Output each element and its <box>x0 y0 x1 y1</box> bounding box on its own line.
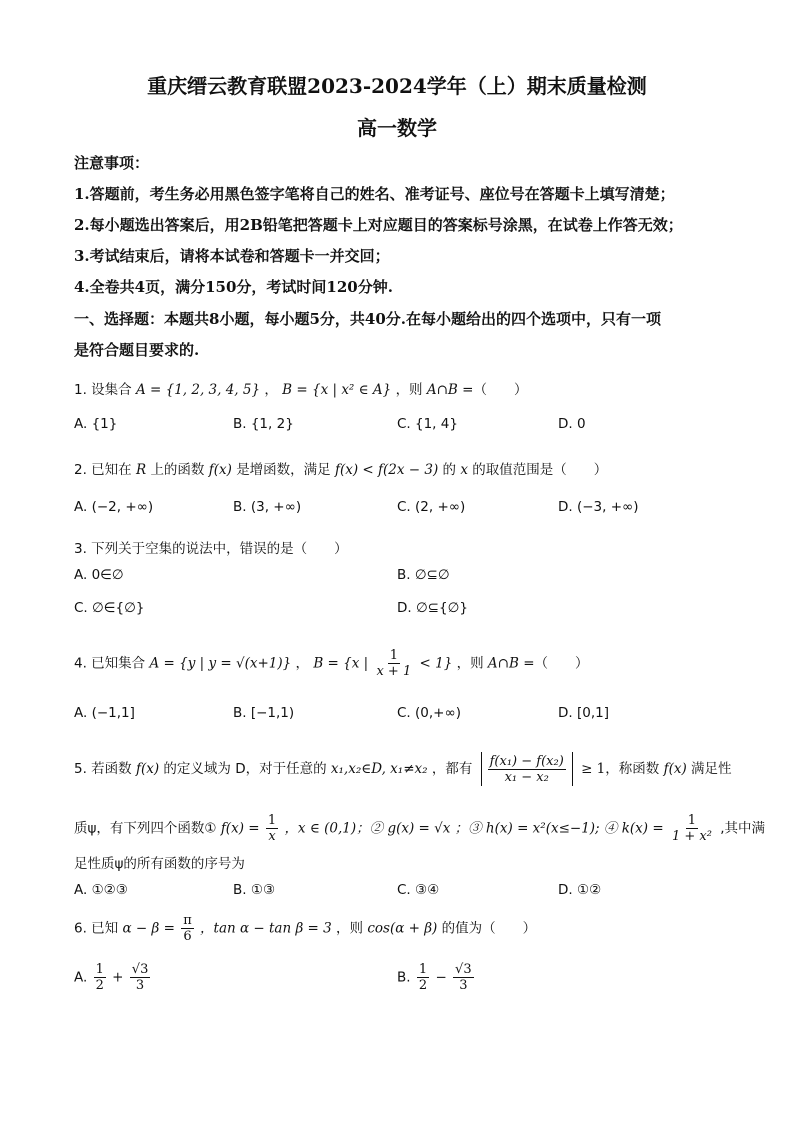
question-5-line-1: 5. 若函数 f(x) 的定义域为 D，对于任意的 x₁,x₂∈D, x₁≠x₂ ，都有 $\frac{\text{f(x₁) − f(x₂)}}{\text{x₁ − x₂}}$ ≥ 1，称函数 f(x) 满足性 <box>74 753 732 785</box>
fraction: $\frac{\text{f(x₁) − f(x₂)}}{\text{x₁ − x₂}}$ <box>489 753 564 785</box>
question-5-option-c[interactable]: C. ③④ <box>397 882 440 898</box>
question-4-option-c[interactable]: C. (0,+∞) <box>397 705 461 721</box>
question-1-option-b[interactable]: B. {1, 2} <box>233 416 294 432</box>
question-3-option-c[interactable]: C. ∅∈{∅} <box>74 600 145 616</box>
inequality-expression: f(x) < f(2x − 3) <box>334 462 439 478</box>
question-4-option-d[interactable]: D. [0,1] <box>558 705 609 721</box>
fraction: $\frac{1}{x}$ <box>267 813 277 844</box>
note-item-1: 1.答题前，考生务必用黑色签字笔将自己的姓名、准考证号、座位号在答题卡上填写清楚； <box>74 185 675 203</box>
question-3-option-b[interactable]: B. ∅⊆∅ <box>397 567 450 583</box>
exam-subject: 高一数学 <box>357 116 437 140</box>
question-6-stem: 6. 已知 α − β = $\frac{\pi}{6}$ ，tan α − tan β = 3 ，则 cos(α + β) 的值为（ ） <box>74 913 537 944</box>
question-5-line-2: 质ψ，有下列四个函数① f(x) = $\frac{1}{x}$ ，x ∈ (0,1)；② g(x) = √x ；③ h(x) = x²(x≤−1); ④ k(x) = $\frac{1}{\text{1 + x²}}$ ,其中满 <box>74 813 766 844</box>
fraction: $\frac{√3}{3}$ <box>455 962 472 993</box>
question-4-option-a[interactable]: A. (−1,1] <box>74 705 135 721</box>
question-2-option-d[interactable]: D. (−3, +∞) <box>558 499 639 515</box>
note-item-4: 4.全卷共4页，满分150分，考试时间120分钟. <box>74 278 393 296</box>
fraction: $\frac{1}{2}$ <box>95 962 104 993</box>
question-5-option-d[interactable]: D. ①② <box>558 882 602 898</box>
fraction: $\frac{\pi}{6}$ <box>183 913 192 944</box>
note-item-2: 2.每小题选出答案后，用2B铅笔把答题卡上对应题目的答案标号涂黑，在试卷上作答无效； <box>74 216 683 234</box>
exam-title: 重庆缙云教育联盟2023-2024学年（上）期末质量检测 <box>147 74 647 98</box>
question-3-option-a[interactable]: A. 0∈∅ <box>74 567 124 583</box>
fraction: $\frac{√3}{3}$ <box>131 962 149 993</box>
question-5-line-3: 足性质ψ的所有函数的序号为 <box>74 856 245 872</box>
question-1-option-c[interactable]: C. {1, 4} <box>397 416 458 432</box>
question-1-stem: 1. 设集合 A = {1, 2, 3, 4, 5} ， B = {x | x² ∈ A} ，则 A∩B =（ ） <box>74 382 528 398</box>
fraction: $\frac{1}{2}$ <box>418 962 428 993</box>
question-5-option-b[interactable]: B. ①③ <box>233 882 276 898</box>
question-6-option-a[interactable]: A. $\frac{1}{2}$ + $\frac{√3}{3}$ <box>74 962 149 993</box>
set-b-expression: B = {x | x² ∈ A} <box>282 382 392 398</box>
notes-heading: 注意事项： <box>74 154 150 172</box>
question-2-option-c[interactable]: C. (2, +∞) <box>397 499 466 515</box>
fraction: $\frac{1}{x + 1}$ <box>376 648 412 679</box>
fraction: $\frac{1}{\text{1 + x²}}$ <box>671 813 712 844</box>
question-2-option-a[interactable]: A. (−2, +∞) <box>74 499 154 515</box>
question-1-option-d[interactable]: D. 0 <box>558 416 586 432</box>
question-5-option-a[interactable]: A. ①②③ <box>74 882 128 898</box>
question-2-stem: 2. 已知在 R 上的函数 f(x) 是增函数，满足 f(x) < f(2x − 3) 的 x 的取值范围是（ ） <box>74 462 608 478</box>
question-1-option-a[interactable]: A. {1} <box>74 416 118 432</box>
question-4-option-b[interactable]: B. [−1,1) <box>233 705 295 721</box>
set-a-expression: A = {y | y = √(x+1)} <box>149 655 292 672</box>
abs-bar-right <box>572 752 573 786</box>
note-item-3: 3.考试结束后，请将本试卷和答题卡一并交回； <box>74 247 390 265</box>
section-heading-line2: 是符合题目要求的. <box>74 341 200 359</box>
section-heading-line1: 一、选择题：本题共8小题，每小题5分，共40分.在每小题给出的四个选项中，只有一项 <box>74 310 661 328</box>
question-4-stem: 4. 已知集合 A = {y | y = √(x+1)} ， B = {x | $\frac{1}{x + 1}$ < 1} ，则 A∩B =（ ） <box>74 648 589 679</box>
set-a-expression: A = {1, 2, 3, 4, 5} <box>135 382 261 398</box>
question-3-stem: 3. 下列关于空集的说法中，错误的是（ ） <box>74 541 348 557</box>
question-3-option-d[interactable]: D. ∅⊆{∅} <box>397 600 468 616</box>
abs-bar-left <box>481 752 482 786</box>
question-6-option-b[interactable]: B. $\frac{1}{2}$ − $\frac{√3}{3}$ <box>397 962 472 993</box>
question-2-option-b[interactable]: B. (3, +∞) <box>233 499 302 515</box>
